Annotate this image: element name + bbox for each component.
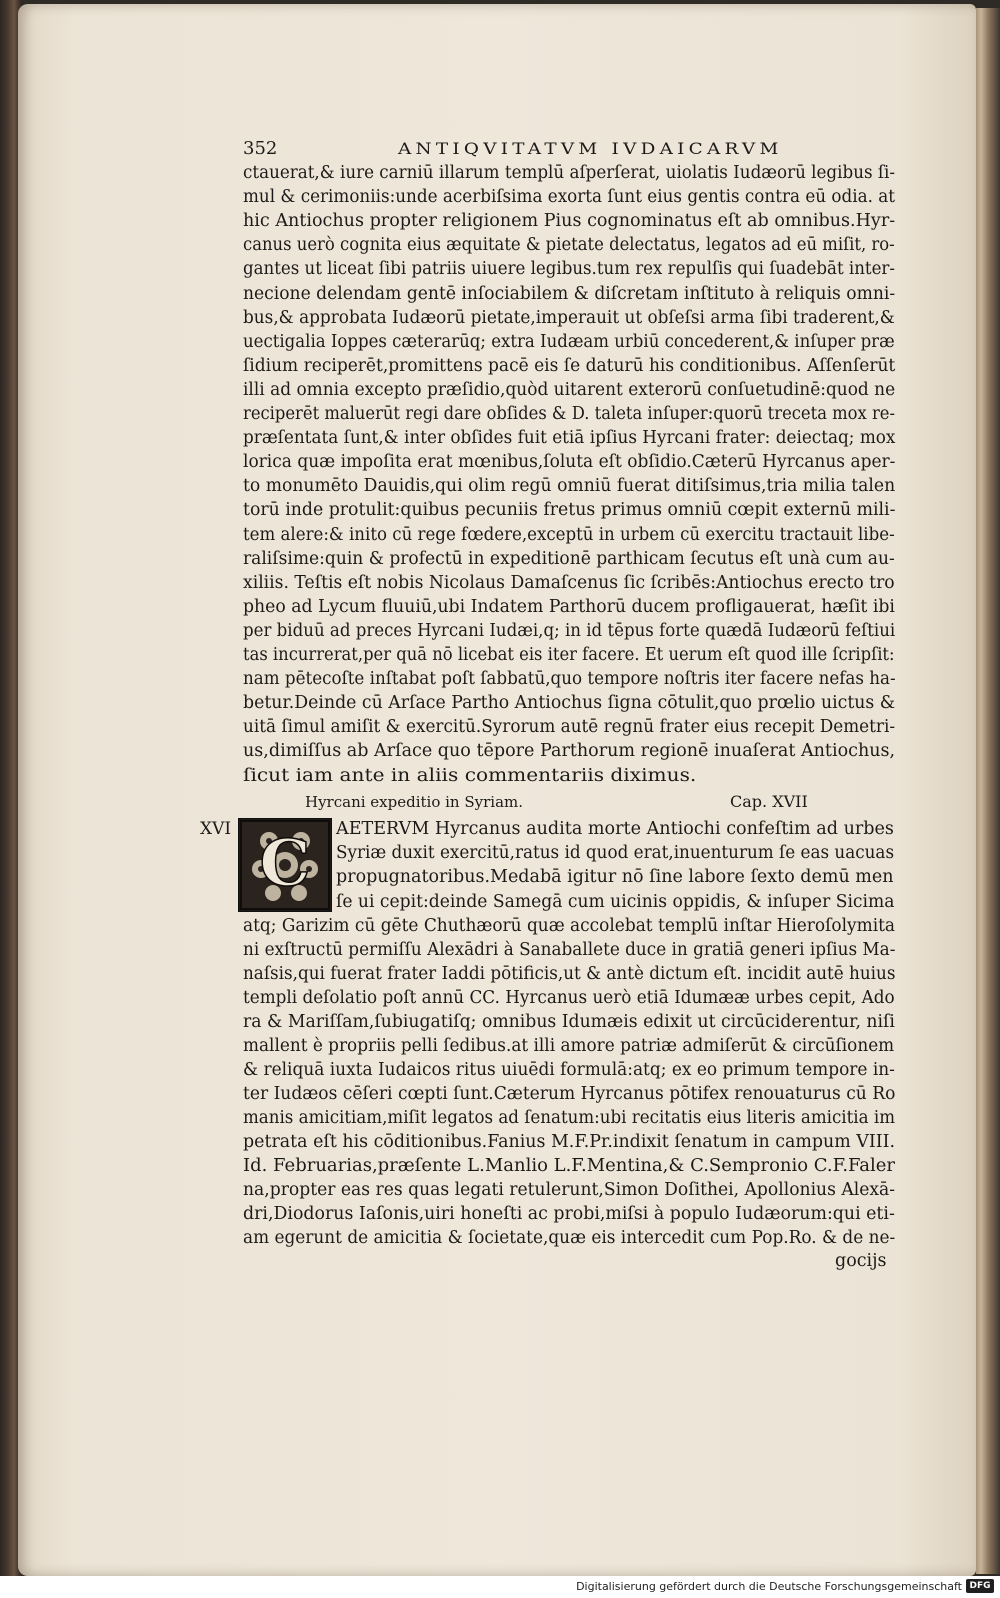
text-line: ſe ui cepit:deinde Samegā cum uicinis oppidis, & inſuper Sicima [336,891,895,912]
text-line: uitā ſimul amiſit & exercitū.Syrorum autē regnū frater eius recepit Demetri- [243,717,896,738]
text-line: uectigalia Ioppes cæterarūq; extra Iudæam urbiū concederent,& inſuper præ [243,331,895,352]
page-edge [976,8,1000,1574]
text-line: mul & cerimoniis:unde acerbiſsima exorta ſunt eius gentis contra eū odia. at [243,187,896,208]
text-line: illi ad omnia excepto præſidio,quòd uitarent exterorū conſuetudinē:quod ne [243,379,896,400]
text-line: raliſsime:quin & profectū in expeditionē parthicam ſecutus eſt unà cum au- [243,548,895,569]
text-line: nam pētecoſte inſtabat poſt ſabbatū,quo tempore noſtris iter facere nefas ha- [243,669,896,690]
text-line: lorica quæ impoſita erat mœnibus,ſoluta eſt obſidio.Cæterū Hyrcanus aper- [243,452,896,473]
text-line: dri,Diodorus Iaſonis,uiri honeſti ac probi,miſsi à populo Iudæorum:qui eti- [243,1204,895,1224]
decorated-initial [238,818,332,912]
text-line: naſsis,qui fuerat frater Iaddi pōtificis,ut & antè dictum eſt. incidit autē huius [243,964,896,984]
text-line: canus uerò cognita eius æquitate & pietate delectatus, legatos ad eū miſit, ro- [243,235,895,256]
text-line: to monumēto Dauidis,qui olim regū omniū fuerat ditiſsimus,tria milia talen [243,476,896,497]
text-line: pheo ad Lycum fluuiū,ubi Indatem Parthorū ducem profligauerat, hæſit ibi [243,596,895,617]
text-line: bus,& approbata Iudæorū pietate,imperauit ut obſeſsi arma ſibi traderent,& [243,307,895,328]
chapter-number: Cap. XVII [730,792,808,811]
initial-letter: C [259,826,311,901]
marginal-subhead: Hyrcani expeditio in Syriam. [305,793,524,811]
text-line: us,dimiſſus ab Arſace quo tēpore Parthorum regionē inuaſerat Antiochus, [243,741,896,762]
text-line: torū inde protulit:quibus pecuniis fretus primus omniū cœpit externū mili- [243,500,896,521]
text-line: petrata eſt his cōditionibus.Fanius M.F.Pr.indixit ſenatum in campum VIII. [243,1132,896,1152]
decorated-initial-icon [239,819,331,911]
catchword: gocijs [835,1251,887,1271]
footer-credit: Digitalisierung gefördert durch die Deutsche Forschungsgemeinschaft [576,1580,962,1593]
text-line: gantes ut liceat ſibi patriis uiuere legibus.tum rex repulſis qui ſuadebāt inter- [243,259,895,280]
text-line: ra & Mariſſam,ſubiugatiſq; omnibus Idumæis edixit ut circūciderentur, niſi [243,1012,895,1032]
text-line: per biduū ad preces Hyrcani Iudæi,q; in id tēpus forte quædā Iudæorū feſtiui [243,620,896,641]
text-line: templi deſolatio poſt annū CC. Hyrcanus uerò etiā Idumææ urbes cepit, Ado [243,988,895,1008]
text-line: atq; Garizim cū gēte Chuthæorū quæ accolebat templū inſtar Hieroſolymita [243,916,896,936]
page-number: 352 [243,138,278,159]
text-line: propugnatoribus.Medabā igitur nō ſine labore ſexto demū men [336,867,894,888]
text-line: reciperēt maluerūt regi dare obſides & D. taleta inſuper:quorū treceta mox re- [243,404,895,424]
text-line: betur.Deinde cū Arſace Partho Antiochus ſigna cōtulit,quo prœlio uictus & [243,693,896,714]
text-line: tem alere:& inito cū rege fœdere,exceptū in urbem cū exercitu tractauit libe- [243,524,895,545]
text-line: ſidium reciperēt,promittens pacē eis ſe daturū his conditionibus. Aſſenſerūt [243,355,896,376]
text-line: na,propter eas res quas legati retulerunt,Simon Doſithei, Apollonius Alexā- [243,1180,896,1200]
text-line: & reliquā iuxta Iudaicos ritus uiuēdi formulā:atq; ex eo primum tempore in- [243,1060,895,1080]
dfg-logo: DFG [966,1579,994,1593]
running-title: ANTIQVITATVM IVDAICARVM [398,140,783,158]
text-line: ctauerat,& iure carniū illarum templū aſperſerat, uiolatis Iudæorū legibus ſi- [243,163,896,183]
text-line: Id. Februarias,præſente L.Manlio L.F.Mentina,& C.Sempronio C.F.Faler [243,1156,896,1176]
text-line: am egerunt de amicitia & ſocietate,quæ eis intercedit cum Pop.Ro. & de ne- [243,1228,896,1248]
text-line: hic Antiochus propter religionem Pius cognominatus eſt ab omnibus.Hyr- [243,211,896,232]
text-line: manis amicitiam,miſit legatos ad ſenatum:ubi recitatis eius literis amicitia im [243,1108,895,1128]
margin-section-number: XVI [200,819,232,839]
text-line: xiliis. Teſtis eſt nobis Nicolaus Damaſcenus ſic ſcribēs:Antiochus erecto tro [243,572,895,593]
text-line: ſicut iam ante in aliis commentariis diximus. [243,765,697,786]
text-line: tas incurrerat,per quā nō licebat eis iter facere. Et uerum eſt quod ille ſcripſit: [243,645,895,665]
text-line: ter Iudæos cēſeri cœpti ſunt.Cæterum Hyrcanus pōtifex renouaturus cū Ro [243,1084,896,1104]
text-line: AETERVM Hyrcanus audita morte Antiochi confeſtim ad urbes [336,819,894,839]
text-line: Syriæ duxit exercitū,ratus id quod erat,inuenturum ſe eas uacuas [336,843,895,864]
text-line: ni exſtructū permiſſu Alexādri à Sanaballete duce in gratiā generi ipſius Ma- [243,940,896,960]
text-line: necione delendam gentē inſociabilem & diſcretam inſtituto à reliquis omni- [243,283,896,304]
text-line: mallent è propriis pelli ſedibus.at illi amore patriæ admiſerūt & circūſionem [243,1036,895,1056]
text-line: præſentata ſunt,& inter obſides fuit etiā ipſius Hyrcani frater: deiectaq; mox [243,428,896,449]
